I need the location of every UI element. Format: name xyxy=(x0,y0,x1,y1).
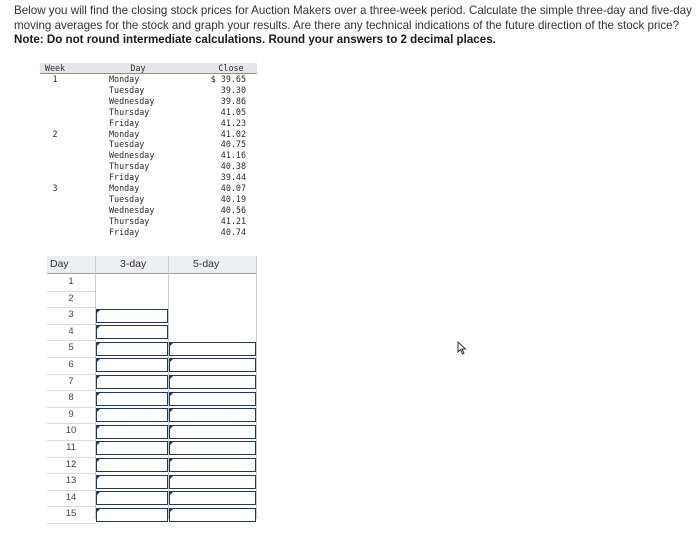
stock-price-table xyxy=(40,63,257,238)
week-cell: 3 xyxy=(52,183,58,193)
close-cell: $ 39.65 xyxy=(210,74,246,84)
five-day-average-input[interactable] xyxy=(169,375,256,389)
instructions xyxy=(14,4,694,48)
answer-day-label: 10 xyxy=(47,423,95,441)
three-day-average-input[interactable] xyxy=(96,491,168,505)
day-cell: Monday xyxy=(109,128,140,139)
answer-day-label: 14 xyxy=(47,490,95,508)
day-cell: Friday xyxy=(109,226,140,237)
day-cell: Tuesday xyxy=(109,139,145,150)
day-cell: Friday xyxy=(109,172,140,183)
answer-day-label: 11 xyxy=(47,440,95,458)
answer-day-label: 1 xyxy=(47,274,95,292)
instructions-note: Note: Do not round intermediate calculations. Round your answers to 2 decimal places. xyxy=(14,33,496,46)
answer-header-5day: 5-day xyxy=(193,258,220,270)
instructions-text: Below you will find the closing stock prices for Auction Makers over a three-week period. Calculate the simple three-day and five-day moving averages for the stock and graph your results. Are there any technical indications of the future direction of the stock price? xyxy=(14,4,692,32)
answer-day-label: 4 xyxy=(47,324,95,342)
close-cell: 40.75 xyxy=(220,139,246,150)
answer-table-header xyxy=(47,256,257,274)
day-cell: Monday xyxy=(109,183,140,193)
three-day-average-input[interactable] xyxy=(96,392,168,406)
day-cell: Thursday xyxy=(109,215,150,226)
close-cell: 40.74 xyxy=(220,226,246,237)
five-day-average-input[interactable] xyxy=(169,441,256,455)
answer-header-day: Day xyxy=(50,258,69,270)
five-day-average-input[interactable] xyxy=(169,491,256,505)
close-cell: 41.05 xyxy=(220,106,246,117)
three-day-average-input[interactable] xyxy=(96,475,168,489)
close-cell: 40.38 xyxy=(220,161,246,172)
answer-day-label: 6 xyxy=(47,357,95,375)
close-cell: 40.19 xyxy=(220,193,246,204)
week-cell: 2 xyxy=(52,128,58,139)
five-day-average-input[interactable] xyxy=(169,425,256,439)
mouse-cursor-icon xyxy=(457,341,467,360)
column-divider xyxy=(256,256,257,519)
five-day-average-input[interactable] xyxy=(169,358,256,372)
close-cell: 41.23 xyxy=(220,117,246,128)
answer-day-label: 2 xyxy=(47,291,95,309)
day-cell: Wednesday xyxy=(109,204,155,215)
three-day-average-input[interactable] xyxy=(96,458,168,472)
five-day-average-input[interactable] xyxy=(169,392,256,406)
three-day-average-input[interactable] xyxy=(96,508,168,522)
answer-day-label: 5 xyxy=(47,340,95,358)
five-day-average-input[interactable] xyxy=(169,458,256,472)
day-cell: Friday xyxy=(109,117,140,128)
day-cell: Wednesday xyxy=(109,95,155,106)
answer-day-label: 9 xyxy=(47,407,95,425)
five-day-average-input[interactable] xyxy=(169,408,256,422)
stock-price-table-header xyxy=(40,63,257,74)
day-cell: Tuesday xyxy=(109,193,145,204)
close-cell: 39.44 xyxy=(220,172,246,183)
day-cell: Thursday xyxy=(109,161,150,172)
answer-day-label: 12 xyxy=(47,457,95,475)
day-cell: Thursday xyxy=(109,106,150,117)
close-cell: 40.56 xyxy=(220,204,246,215)
day-cell: Tuesday xyxy=(109,84,145,95)
header-close: Close xyxy=(218,63,244,73)
answer-day-label: 15 xyxy=(47,506,95,524)
close-cell: 41.02 xyxy=(220,128,246,139)
three-day-average-input[interactable] xyxy=(96,425,168,439)
three-day-average-input[interactable] xyxy=(96,342,168,356)
close-cell: 40.07 xyxy=(220,183,246,193)
three-day-average-input[interactable] xyxy=(96,358,168,372)
three-day-average-input[interactable] xyxy=(96,408,168,422)
day-cell: Monday xyxy=(109,74,140,84)
close-cell: 41.21 xyxy=(220,215,246,226)
close-cell: 39.30 xyxy=(220,84,246,95)
answer-header-3day: 3-day xyxy=(120,258,147,270)
day-cell: Wednesday xyxy=(109,150,155,161)
three-day-average-input[interactable] xyxy=(96,441,168,455)
five-day-average-input[interactable] xyxy=(169,508,256,522)
three-day-average-input[interactable] xyxy=(96,325,168,339)
close-cell: 41.16 xyxy=(220,150,246,161)
five-day-average-input[interactable] xyxy=(169,342,256,356)
answer-day-label: 7 xyxy=(47,374,95,392)
answer-day-label: 8 xyxy=(47,390,95,408)
header-week: Week xyxy=(44,63,66,73)
answer-day-label: 3 xyxy=(47,307,95,325)
three-day-average-input[interactable] xyxy=(96,375,168,389)
three-day-average-input[interactable] xyxy=(96,309,168,323)
close-cell: 39.86 xyxy=(220,95,246,106)
answer-day-label: 13 xyxy=(47,473,95,491)
header-day: Day xyxy=(130,63,146,73)
five-day-average-input[interactable] xyxy=(169,475,256,489)
week-cell: 1 xyxy=(52,74,58,84)
moving-average-answer-table xyxy=(47,256,257,519)
